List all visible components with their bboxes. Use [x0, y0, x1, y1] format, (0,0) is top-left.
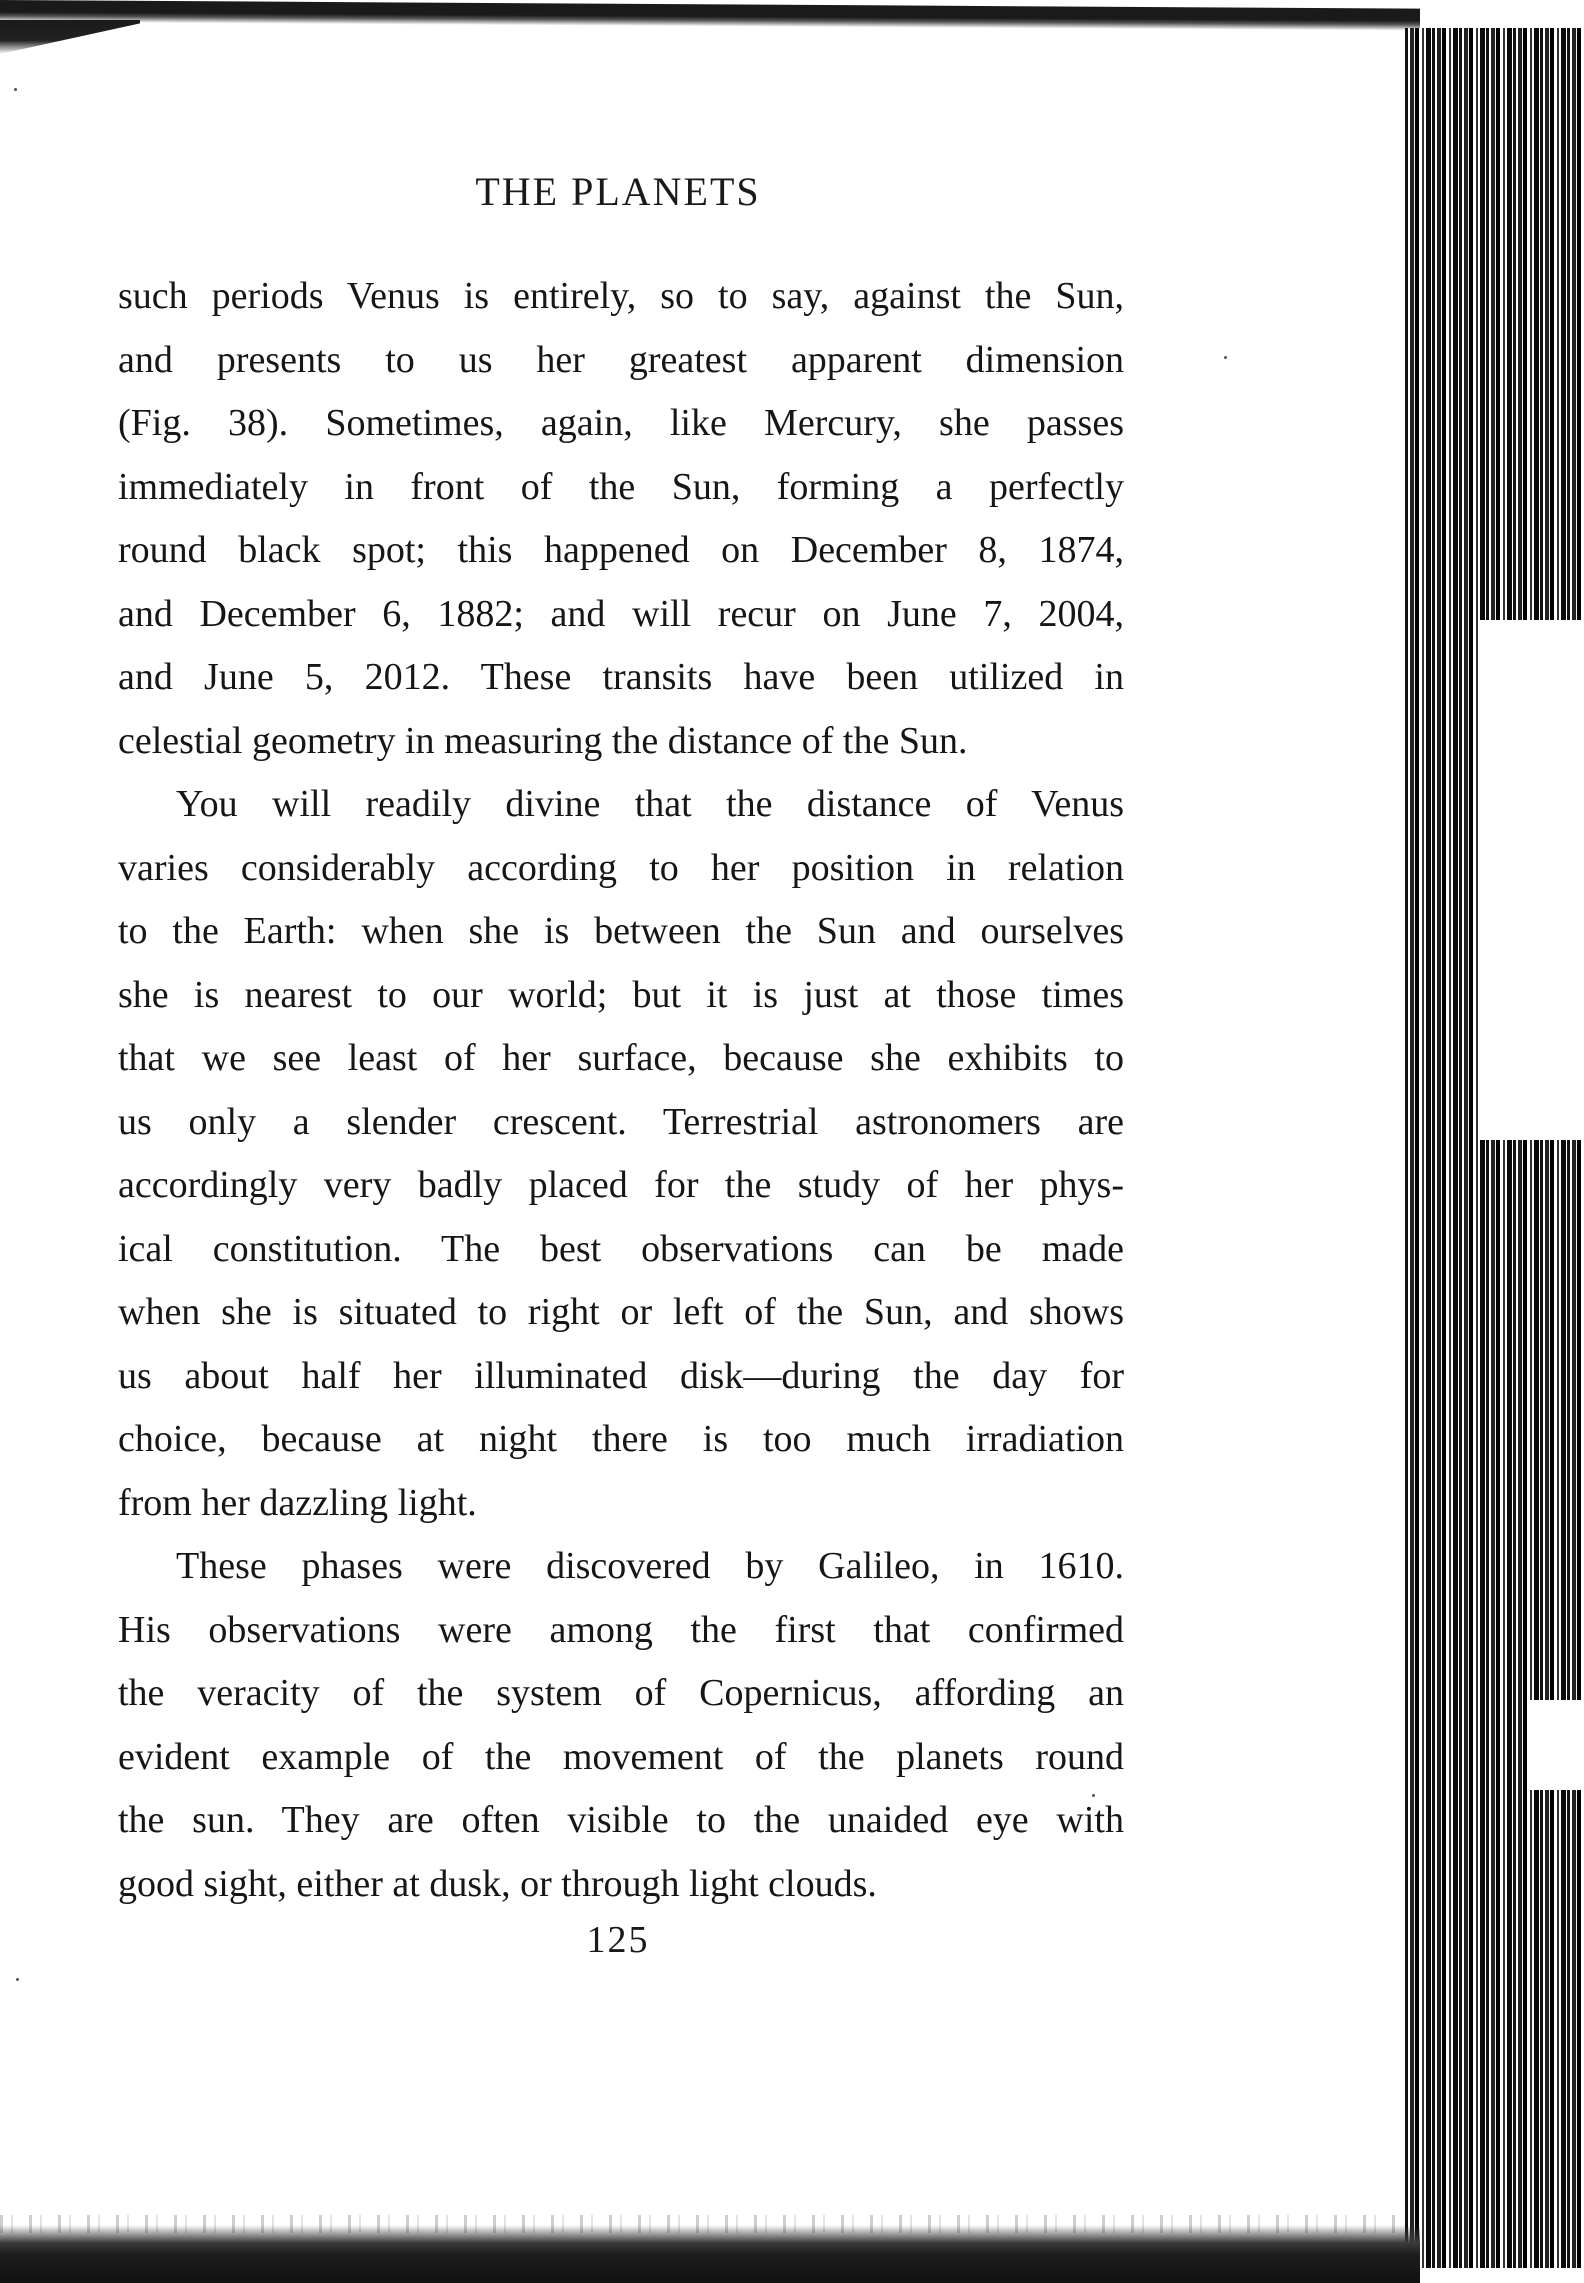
running-head: THE PLANETS	[475, 169, 761, 214]
text-line: us about half her illuminated disk—during the day for	[118, 1354, 1124, 1397]
page-stack-gap	[1480, 620, 1584, 1140]
text-line: the sun. They are often visible to the unaided eye with	[118, 1799, 1124, 1841]
text-line: and June 5, 2012. These transits have been utilized in	[118, 656, 1124, 698]
text-line: His observations were among the first that confirmed	[118, 1608, 1124, 1651]
text-line: choice, because at night there is too much irradiation	[118, 1418, 1124, 1460]
text-line: that we see least of her surface, because she exhibits to	[118, 1037, 1124, 1079]
text-line: evident example of the movement of the planets round	[118, 1735, 1124, 1778]
text-line: and presents to us her greatest apparent dimension	[118, 338, 1124, 381]
scan-speck	[1224, 356, 1227, 359]
text-line: accordingly very badly placed for the study of her phys-	[118, 1164, 1124, 1206]
text-line: the veracity of the system of Copernicus, affording an	[118, 1672, 1124, 1714]
text-line: round black spot; this happened on December 8, 1874,	[118, 529, 1124, 571]
text-line: ical constitution. The best observations can be made	[118, 1227, 1124, 1270]
page-number: 125	[586, 1919, 650, 1961]
text-line: varies considerably according to her position in relation	[118, 846, 1124, 889]
scan-speck	[14, 88, 17, 91]
text-line: and December 6, 1882; and will recur on June 7, 2004,	[118, 592, 1124, 635]
text-line: celestial geometry in measuring the distance of the Sun.	[118, 719, 968, 762]
scan-bottom-shadow	[0, 2225, 1420, 2283]
scan-top-left-shadow	[0, 20, 140, 54]
text-line: to the Earth: when she is between the Sun and ourselves	[118, 910, 1124, 952]
text-line: she is nearest to our world; but it is just at those times	[118, 973, 1124, 1016]
body-text	[118, 265, 1124, 1916]
text-line: You will readily divine that the distance of Venus	[176, 783, 1124, 825]
text-line: us only a slender crescent. Terrestrial astronomers are	[118, 1100, 1124, 1143]
paragraph-3	[118, 1535, 1124, 1916]
paragraph-1	[118, 265, 1124, 773]
text-line: from her dazzling light.	[118, 1481, 477, 1524]
page-stack-gap-lower	[1530, 1700, 1584, 1790]
text-line: (Fig. 38). Sometimes, again, like Mercury, she passes	[118, 402, 1124, 444]
text-line: good sight, either at dusk, or through light clouds.	[118, 1862, 877, 1905]
page-stack-edge	[1405, 28, 1584, 2268]
text-line: immediately in front of the Sun, forming a perfectly	[118, 465, 1124, 508]
text-line: These phases were discovered by Galileo, in 1610.	[176, 1545, 1124, 1587]
scan-top-shadow	[0, 0, 1420, 31]
text-line: when she is situated to right or left of the Sun, and shows	[118, 1291, 1124, 1333]
scan-speck	[16, 1978, 19, 1981]
paragraph-2	[118, 773, 1124, 1535]
text-line: such periods Venus is entirely, so to say, against the Sun,	[118, 275, 1124, 317]
